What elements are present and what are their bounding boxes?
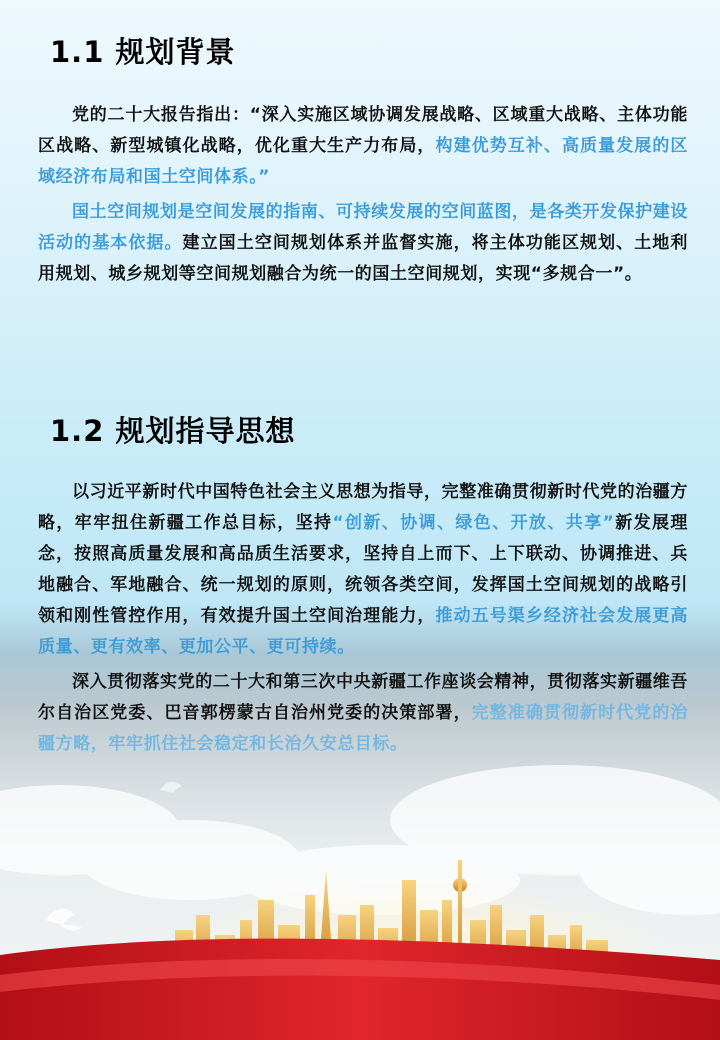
dove-icon [160,782,182,793]
paragraph [38,197,688,290]
red-ribbon [0,939,720,1040]
text-run: 党的二十大报告指出：“深入实施区域协调发展战略、区域重大战略、主体功能区战略、新型城镇化战略，优化重大生产力布局， [38,105,688,156]
text-run: 以习近平新时代中国特色社会主义思想为指导，完整准确贯彻新时代党的治疆方略，牢牢扭住新疆工作总目标，坚持 [38,482,688,533]
text-run: 建立国土空间规划体系并监督实施，将主体功能区规划、土地利用规划、城乡规划等空间规划融合为统一的国土空间规划，实现“多规合一”。 [38,233,688,284]
highlight-text: “创新、协调、绿色、开放、共享” [332,513,615,533]
section-body-background [38,100,688,294]
text-run: 新发展理念，按照高质量发展和高品质生活要求，坚持自上而下、上下联动、协调推进、兵地融合、军地融合、统一规划的原则，统领各类空间，发挥国土空间规划的战略引领和刚性管控作用，有效提升国土空间治理能力， [38,513,688,626]
paragraph [38,100,688,193]
dove-icon [45,909,82,931]
highlight-text: 推动五号渠乡经济社会发展更高质量、更有效率、更加公平、更可持续。 [38,606,689,657]
highlight-text: 构建优势互补、高质量发展的区域经济布局和国土空间体系。” [38,136,689,187]
highlight-text: 是各类开发保护建设活动的基本依据。 [38,202,689,253]
paragraph [38,477,688,663]
highlight-text: 完整准确贯彻新时代党的治疆方略，牢牢抓住社会稳定和长治久安总目标。 [38,703,688,754]
text-run: 深入贯彻落实党的二十大和第三次中央新疆工作座谈会精神，贯彻落实新疆维吾尔自治区党委、巴音郭楞蒙古自治州党委的决策部署， [38,672,688,723]
section-title-background: 1.1 规划背景 [50,35,236,69]
paragraph [38,667,688,760]
section-title-guiding-ideology: 1.2 规划指导思想 [50,414,296,448]
section-body-guiding-ideology [38,477,688,764]
highlight-text: 国土空间规划是空间发展的指南、可持续发展的空间蓝图， [72,202,530,222]
